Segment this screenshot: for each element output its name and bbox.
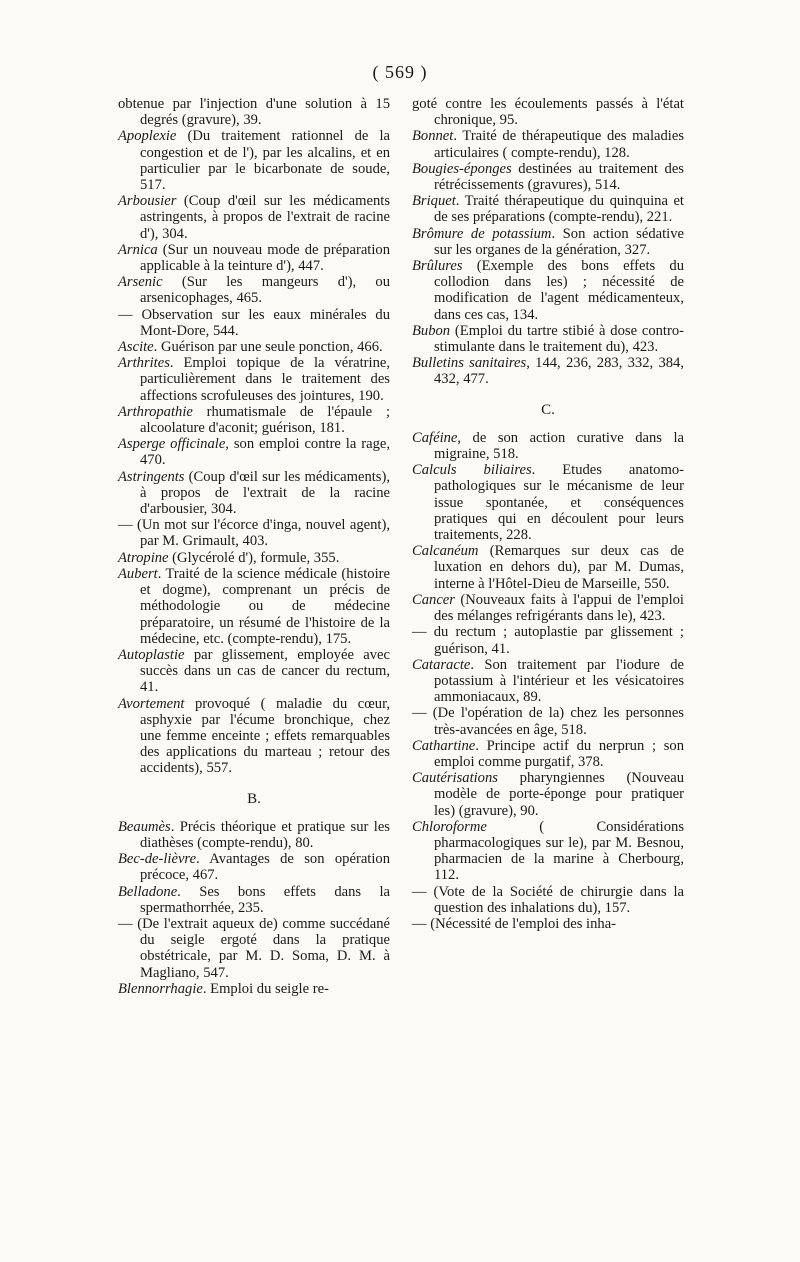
entry-term: Brûlures <box>412 258 463 275</box>
page-number: ( 569 ) <box>372 62 428 82</box>
index-entry <box>118 566 390 647</box>
entry-term: Asperge officinale <box>118 436 226 453</box>
entry-text: par glissement, employée avec succès dans un cas de cancer du rectum, 41. <box>140 646 390 696</box>
index-entry <box>412 128 684 160</box>
index-entry <box>118 436 390 468</box>
entry-text: . Traité thérapeutique du quinquina et de ses préparations (compte-rendu), 221. <box>434 193 684 226</box>
entry-text: obtenue par l'injection d'une solution à 15 degrés (gravure), 39. <box>118 96 390 129</box>
index-entry <box>118 339 390 355</box>
entry-text: . Traité de thérapeutique des maladies articulaires ( compte-rendu), 128. <box>434 128 684 161</box>
entry-term: Beaumès <box>118 818 171 835</box>
index-entry <box>412 770 684 819</box>
entry-text: . Ses bons effets dans la spermathorrhée, 235. <box>140 883 390 916</box>
entry-term: Atropine <box>118 549 169 566</box>
entry-text: — (Un mot sur l'écorce d'inga, nouvel agent), par M. Grimault, 403. <box>118 517 390 550</box>
index-entry <box>118 274 390 306</box>
index-entry <box>118 96 390 128</box>
entry-text: (Coup d'œil sur les médicaments astringents, à propos de l'extrait de racine d'), 304. <box>140 193 390 242</box>
entries-b <box>118 819 390 997</box>
right-column <box>412 96 684 932</box>
entry-text: — (Nécessité de l'emploi des inha- <box>412 915 617 932</box>
entry-term: Bubon <box>412 322 451 339</box>
entry-term: Caféine <box>412 429 458 446</box>
entry-text: . Emploi du seigle re- <box>202 980 329 997</box>
index-entry <box>118 517 390 549</box>
entry-term: Arthrites <box>118 355 170 372</box>
entry-text: pharyngiennes (Nouveau modèle de porte-éponge pour pratiquer les) (gravure), 90. <box>434 770 684 819</box>
entry-term: Apoplexie <box>118 128 177 145</box>
entry-text: . Traité de la science médicale (histoire et dogme), comprenant un précis de méthodologie ou de médecine préparatoire, un résumé de l'histoire de la médecine, etc. (compte-rendu), 175. <box>140 565 390 647</box>
index-entry <box>412 161 684 193</box>
entry-term: Blennorrhagie <box>118 980 203 997</box>
entry-text: , de son action curative dans la migraine, 518. <box>434 429 684 463</box>
index-entry <box>118 550 390 566</box>
entry-term: Bulletins sanitaires <box>412 355 527 372</box>
index-entry <box>118 404 390 436</box>
entry-term: Arnica <box>118 241 158 258</box>
entry-text: — (De l'extrait aqueux de) comme succédané du seigle ergoté dans la pratique obstétricale, par M. D. Soma, D. M. à Magliano, 547. <box>118 915 390 981</box>
index-entry <box>412 258 684 323</box>
index-entry <box>118 355 390 404</box>
entry-term: Cancer <box>412 591 455 608</box>
entry-text: . Son traitement par l'iodure de potassium à l'intérieur et les vésicatoires ammoniacaux, 89. <box>434 656 684 706</box>
index-entry <box>412 226 684 258</box>
index-entry <box>118 981 390 997</box>
entry-text: (Sur un nouveau mode de préparation applicable à la teinture d'), 447. <box>140 241 390 275</box>
entry-term: Arbousier <box>118 193 177 210</box>
entry-text: . Son action sédative sur les organes de la génération, 327. <box>434 225 684 258</box>
entry-text: . Avantages de son opération précoce, 467. <box>140 851 390 884</box>
entry-term: Bougies-éponges <box>412 160 512 177</box>
entry-text: ( Considérations pharmacologiques sur le), par M. Besnou, pharmacien de la marine à Cherbourg, 112. <box>434 818 684 884</box>
left-column <box>118 96 390 997</box>
entry-term: Bonnet <box>412 128 454 145</box>
entry-term: Cautérisations <box>412 770 498 787</box>
entry-term: Calculs biliaires <box>412 462 532 479</box>
entry-term: Cataracte <box>412 656 471 673</box>
entry-term: Arsenic <box>118 274 163 291</box>
entry-text: . Principe actif du nerprun ; son emploi comme purgatif, 378. <box>434 737 684 770</box>
index-entry <box>118 193 390 242</box>
entry-text: . Guérison par une seule ponction, 466. <box>153 339 383 356</box>
index-entry <box>412 323 684 355</box>
index-entry <box>118 469 390 518</box>
entry-term: Briquet <box>412 193 456 210</box>
entry-term: Astringents <box>118 468 185 485</box>
index-entry <box>412 819 684 884</box>
entry-text: destinées au traitement des rétrécissements (gravures), 514. <box>434 160 684 194</box>
index-entry <box>412 462 684 543</box>
entry-text: (Remarques sur deux cas de luxation en dehors du), par M. Dumas, interne à l'Hôtel-Dieu de Marseille, 550. <box>434 543 684 592</box>
entry-term: Arthropathie <box>118 403 193 420</box>
index-entry <box>118 128 390 193</box>
entry-text: — (De l'opération de la) chez les personnes très-avancées en âge, 518. <box>412 705 684 738</box>
entry-text: , 144, 236, 283, 332, 384, 432, 477. <box>434 355 684 388</box>
entry-text: — Observation sur les eaux minérales du Mont-Dore, 544. <box>118 306 390 339</box>
entry-term: Aubert <box>118 565 158 582</box>
index-entry <box>412 624 684 656</box>
section-heading-c: C. <box>541 401 555 418</box>
index-entry <box>412 657 684 706</box>
entry-term: Ascite <box>118 339 154 356</box>
entry-text: (Sur les mangeurs d'), ou arsenicophages, 465. <box>140 274 390 307</box>
index-entry <box>412 705 684 737</box>
entry-term: Cathartine <box>412 737 476 754</box>
entry-text: . Etudes anatomo-pathologiques sur le mécanisme de leur issue spontanée, et conséquences pratiques qui en découlent pour leurs traitements, 228. <box>434 462 684 544</box>
entry-term: Bec-de-lièvre <box>118 851 197 868</box>
index-entry <box>118 819 390 851</box>
index-entry <box>118 851 390 883</box>
index-entry <box>412 916 684 932</box>
index-entry <box>118 884 390 916</box>
index-entry <box>118 916 390 981</box>
entry-text: (Emploi du tartre stibié à dose contro-stimulante dans le traitement du), 423. <box>434 322 684 356</box>
index-entry <box>118 307 390 339</box>
entry-term: Chloroforme <box>412 818 487 835</box>
entry-text: — du rectum ; autoplastie par glissement ; guérison, 41. <box>412 624 684 657</box>
index-entry <box>412 592 684 624</box>
entry-term: Autoplastie <box>118 646 185 663</box>
index-entry <box>412 884 684 916</box>
entry-text: (Du traitement rationnel de la congestion et de l'), par les alcalins, et en particulier par le bicarbonate de soude, 517. <box>140 128 390 194</box>
entry-text: rhumatismale de l'épaule ; alcoolature d'aconit; guérison, 181. <box>140 403 390 437</box>
index-entry <box>118 647 390 696</box>
index-entry <box>412 193 684 225</box>
entry-text: goté contre les écoulements passés à l'état chronique, 95. <box>412 96 684 129</box>
entry-term: Calcanéum <box>412 543 479 560</box>
entry-term: Avortement <box>118 695 185 712</box>
index-entry <box>118 696 390 777</box>
entry-text: (Exemple des bons effets du collodion dans les) ; nécessité de modification de l'agent médicamenteux, dans ces cas, 134. <box>434 258 684 323</box>
entries-b-cont <box>412 96 684 388</box>
entries-c <box>412 430 684 932</box>
index-entry <box>412 543 684 592</box>
index-entry <box>412 738 684 770</box>
entry-term: Belladone <box>118 883 178 900</box>
entry-text: , son emploi contre la rage, 470. <box>140 436 390 469</box>
entry-text: (Glycérolé d'), formule, 355. <box>168 549 340 566</box>
entry-text: — (Vote de la Société de chirurgie dans la question des inhalations du), 157. <box>412 883 684 916</box>
index-entry <box>412 355 684 387</box>
index-entry <box>118 242 390 274</box>
index-entry <box>412 96 684 128</box>
entry-text: (Coup d'œil sur les médicaments), à propos de l'extrait de la racine d'arbousier, 304. <box>140 468 390 518</box>
index-entry <box>412 430 684 462</box>
section-heading-b: B. <box>247 790 261 807</box>
entry-text: . Emploi topique de la vératrine, particulièrement dans le traitement des affections scrofuleuses des jointures, 190. <box>140 355 390 404</box>
entry-text: . Précis théorique et pratique sur les diathèses (compte-rendu), 80. <box>140 818 390 851</box>
entry-term: Brômure de potassium <box>412 225 552 242</box>
entries-a <box>118 96 390 777</box>
entry-text: provoqué ( maladie du cœur, asphyxie par l'écume bronchique, chez une femme enceinte ; effets remarquables des applications du marteau ; retour des accidents), 557. <box>140 695 390 777</box>
entry-text: (Nouveaux faits à l'appui de l'emploi des mélanges refrigérants dans le), 423. <box>434 591 684 625</box>
